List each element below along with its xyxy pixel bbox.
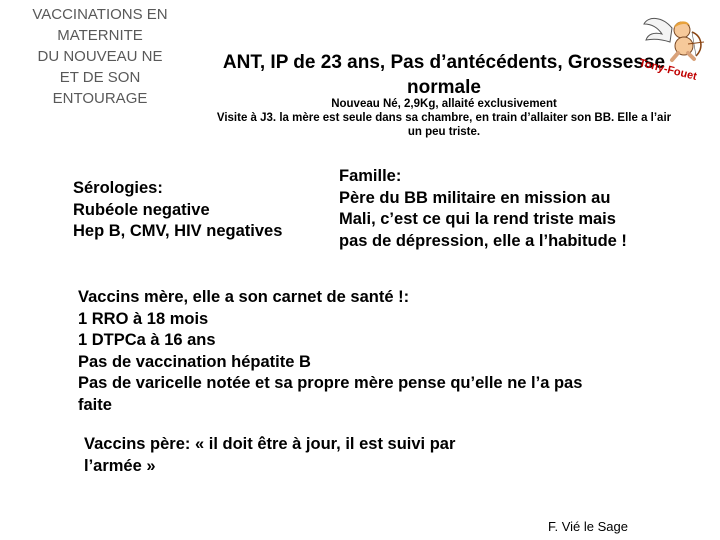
family-line: Père du BB militaire en mission au [339, 188, 611, 207]
side-title-line: ET DE SON [59, 69, 141, 86]
family-line: Famille: [339, 167, 402, 185]
father-vaccines-line: l’armée » [84, 456, 156, 475]
side-title-line: ENTOURAGE [52, 90, 148, 107]
family-line: Mali, c’est ce qui la rend triste mais [339, 210, 616, 228]
case-summary-line: Visite à J3. la mère est seule dans sa chambre, en train d’allaiter son BB. Elle a l’air [216, 112, 672, 124]
case-summary-line: un peu triste. [407, 126, 481, 138]
mother-vaccines-line: faite [78, 395, 112, 414]
serology-line: Sérologies: [73, 179, 163, 197]
cherub-logo-icon [632, 14, 718, 90]
family-section [339, 166, 627, 252]
family-line: pas de dépression, elle a l’habitude ! [339, 231, 627, 250]
mother-vaccines-line: 1 DTPCa à 16 ans [78, 331, 216, 349]
slide-title [196, 50, 692, 100]
side-title [12, 4, 188, 109]
slide-title-line: normale [407, 77, 481, 98]
father-vaccines-line: Vaccins père: « il doit être à jour, il est suivi par [84, 435, 456, 453]
serology-line: Hep B, CMV, HIV negatives [73, 222, 283, 240]
side-title-line: MATERNITE [57, 27, 143, 44]
mother-vaccines-line: Vaccins mère, elle a son carnet de santé !: [78, 288, 410, 306]
case-summary-line: Nouveau Né, 2,9Kg, allaité exclusivement [331, 98, 557, 110]
slide-title-line: ANT, IP de 23 ans, Pas d’antécédents, Grossesse [222, 52, 666, 73]
mother-vaccines-section [78, 287, 582, 416]
father-vaccines-section [84, 434, 455, 477]
author-signature: F. Vié le Sage [548, 519, 628, 534]
case-summary [196, 97, 692, 139]
mother-vaccines-line: 1 RRO à 18 mois [78, 309, 209, 328]
mother-vaccines-line: Pas de vaccination hépatite B [78, 352, 311, 371]
serology-section [73, 178, 282, 243]
mother-vaccines-line: Pas de varicelle notée et sa propre mère pense qu’elle ne l’a pas [78, 374, 583, 392]
serology-line: Rubéole negative [73, 200, 210, 219]
logo-text: Tony-Fouet [637, 56, 699, 83]
side-title-line: DU NOUVEAU NE [37, 48, 163, 65]
side-title-line: VACCINATIONS EN [32, 6, 168, 23]
